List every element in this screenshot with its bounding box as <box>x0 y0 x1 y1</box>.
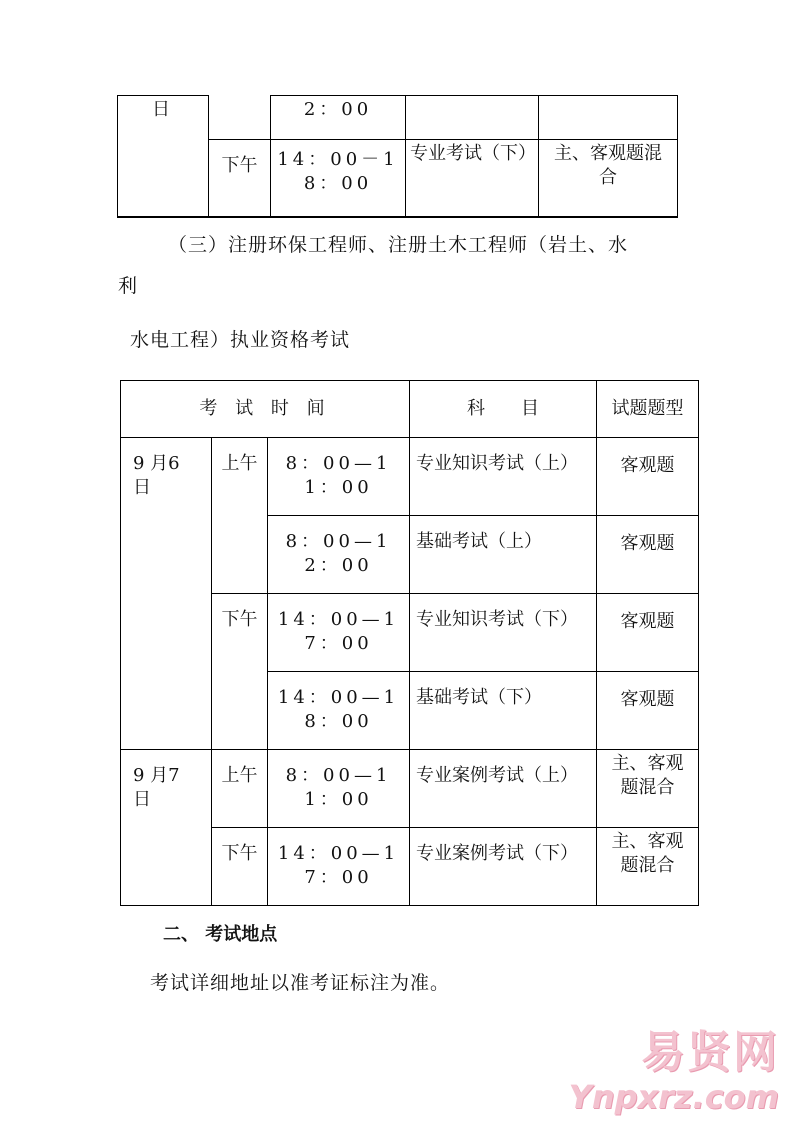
schedule-table <box>120 380 699 906</box>
time-cell: 14：00－18：00 <box>271 140 406 217</box>
section-3-line-1: （三）注册环保工程师、注册土木工程师（岩土、水 <box>168 234 629 256</box>
subject-cell: 专业案例考试（上） <box>410 750 597 828</box>
subject-cell: 基础考试（下） <box>410 672 597 750</box>
type-cell: 主、客观题混合 <box>597 828 699 906</box>
header-subject: 科 目 <box>410 381 597 438</box>
header-type: 试题题型 <box>597 381 699 438</box>
period-pm-day1: 下午 <box>212 594 268 750</box>
type-cell: 客观题 <box>597 672 699 750</box>
type-cell: 客观题 <box>597 516 699 594</box>
type-cell: 客观题 <box>597 438 699 516</box>
section-location-heading: 二、 考试地点 <box>163 924 278 945</box>
subject-cell: 专业案例考试（下） <box>410 828 597 906</box>
type-cell: 主、客观题混合 <box>539 140 678 217</box>
watermark-en: Ynpxrz.com <box>568 1078 779 1116</box>
time-cell: 14：00—18：00 <box>268 672 410 750</box>
time-cell: 14：00—17：00 <box>268 828 410 906</box>
type-cell: 客观题 <box>597 594 699 672</box>
type-cell: 主、客观题混合 <box>597 750 699 828</box>
subject-cell: 专业考试（下） <box>406 140 539 217</box>
subject-cell <box>406 96 539 140</box>
schedule-table-continued <box>117 95 678 218</box>
header-time: 考 试 时 间 <box>121 381 410 438</box>
section-3-line-3: 水电工程）执业资格考试 <box>130 329 351 351</box>
watermark-cn: 易贤网 <box>641 1027 779 1078</box>
date-cell <box>118 96 209 217</box>
date-cell-day2: 9 月7日 <box>121 750 212 906</box>
period-am-day2: 上午 <box>212 750 268 828</box>
period-cell <box>209 96 271 140</box>
subject-cell: 基础考试（上） <box>410 516 597 594</box>
type-cell <box>539 96 678 140</box>
time-cell: 2：00 <box>271 96 406 140</box>
subject-cell: 专业知识考试（下） <box>410 594 597 672</box>
period-am-day1: 上午 <box>212 438 268 594</box>
period-cell: 下午 <box>209 140 271 217</box>
time-cell: 8：00—11：00 <box>268 750 410 828</box>
time-cell: 8：00—12：00 <box>268 516 410 594</box>
subject-cell: 专业知识考试（上） <box>410 438 597 516</box>
section-location-text: 考试详细地址以准考证标注为准。 <box>150 972 451 994</box>
period-pm-day2: 下午 <box>212 828 268 906</box>
date-cell-day1: 9 月6日 <box>121 438 212 750</box>
time-cell: 14：00—17：00 <box>268 594 410 672</box>
section-3-line-2: 利 <box>118 275 138 297</box>
date-text: 日 <box>152 99 170 120</box>
time-cell: 8：00—11：00 <box>268 438 410 516</box>
watermark-logo <box>569 1016 779 1114</box>
